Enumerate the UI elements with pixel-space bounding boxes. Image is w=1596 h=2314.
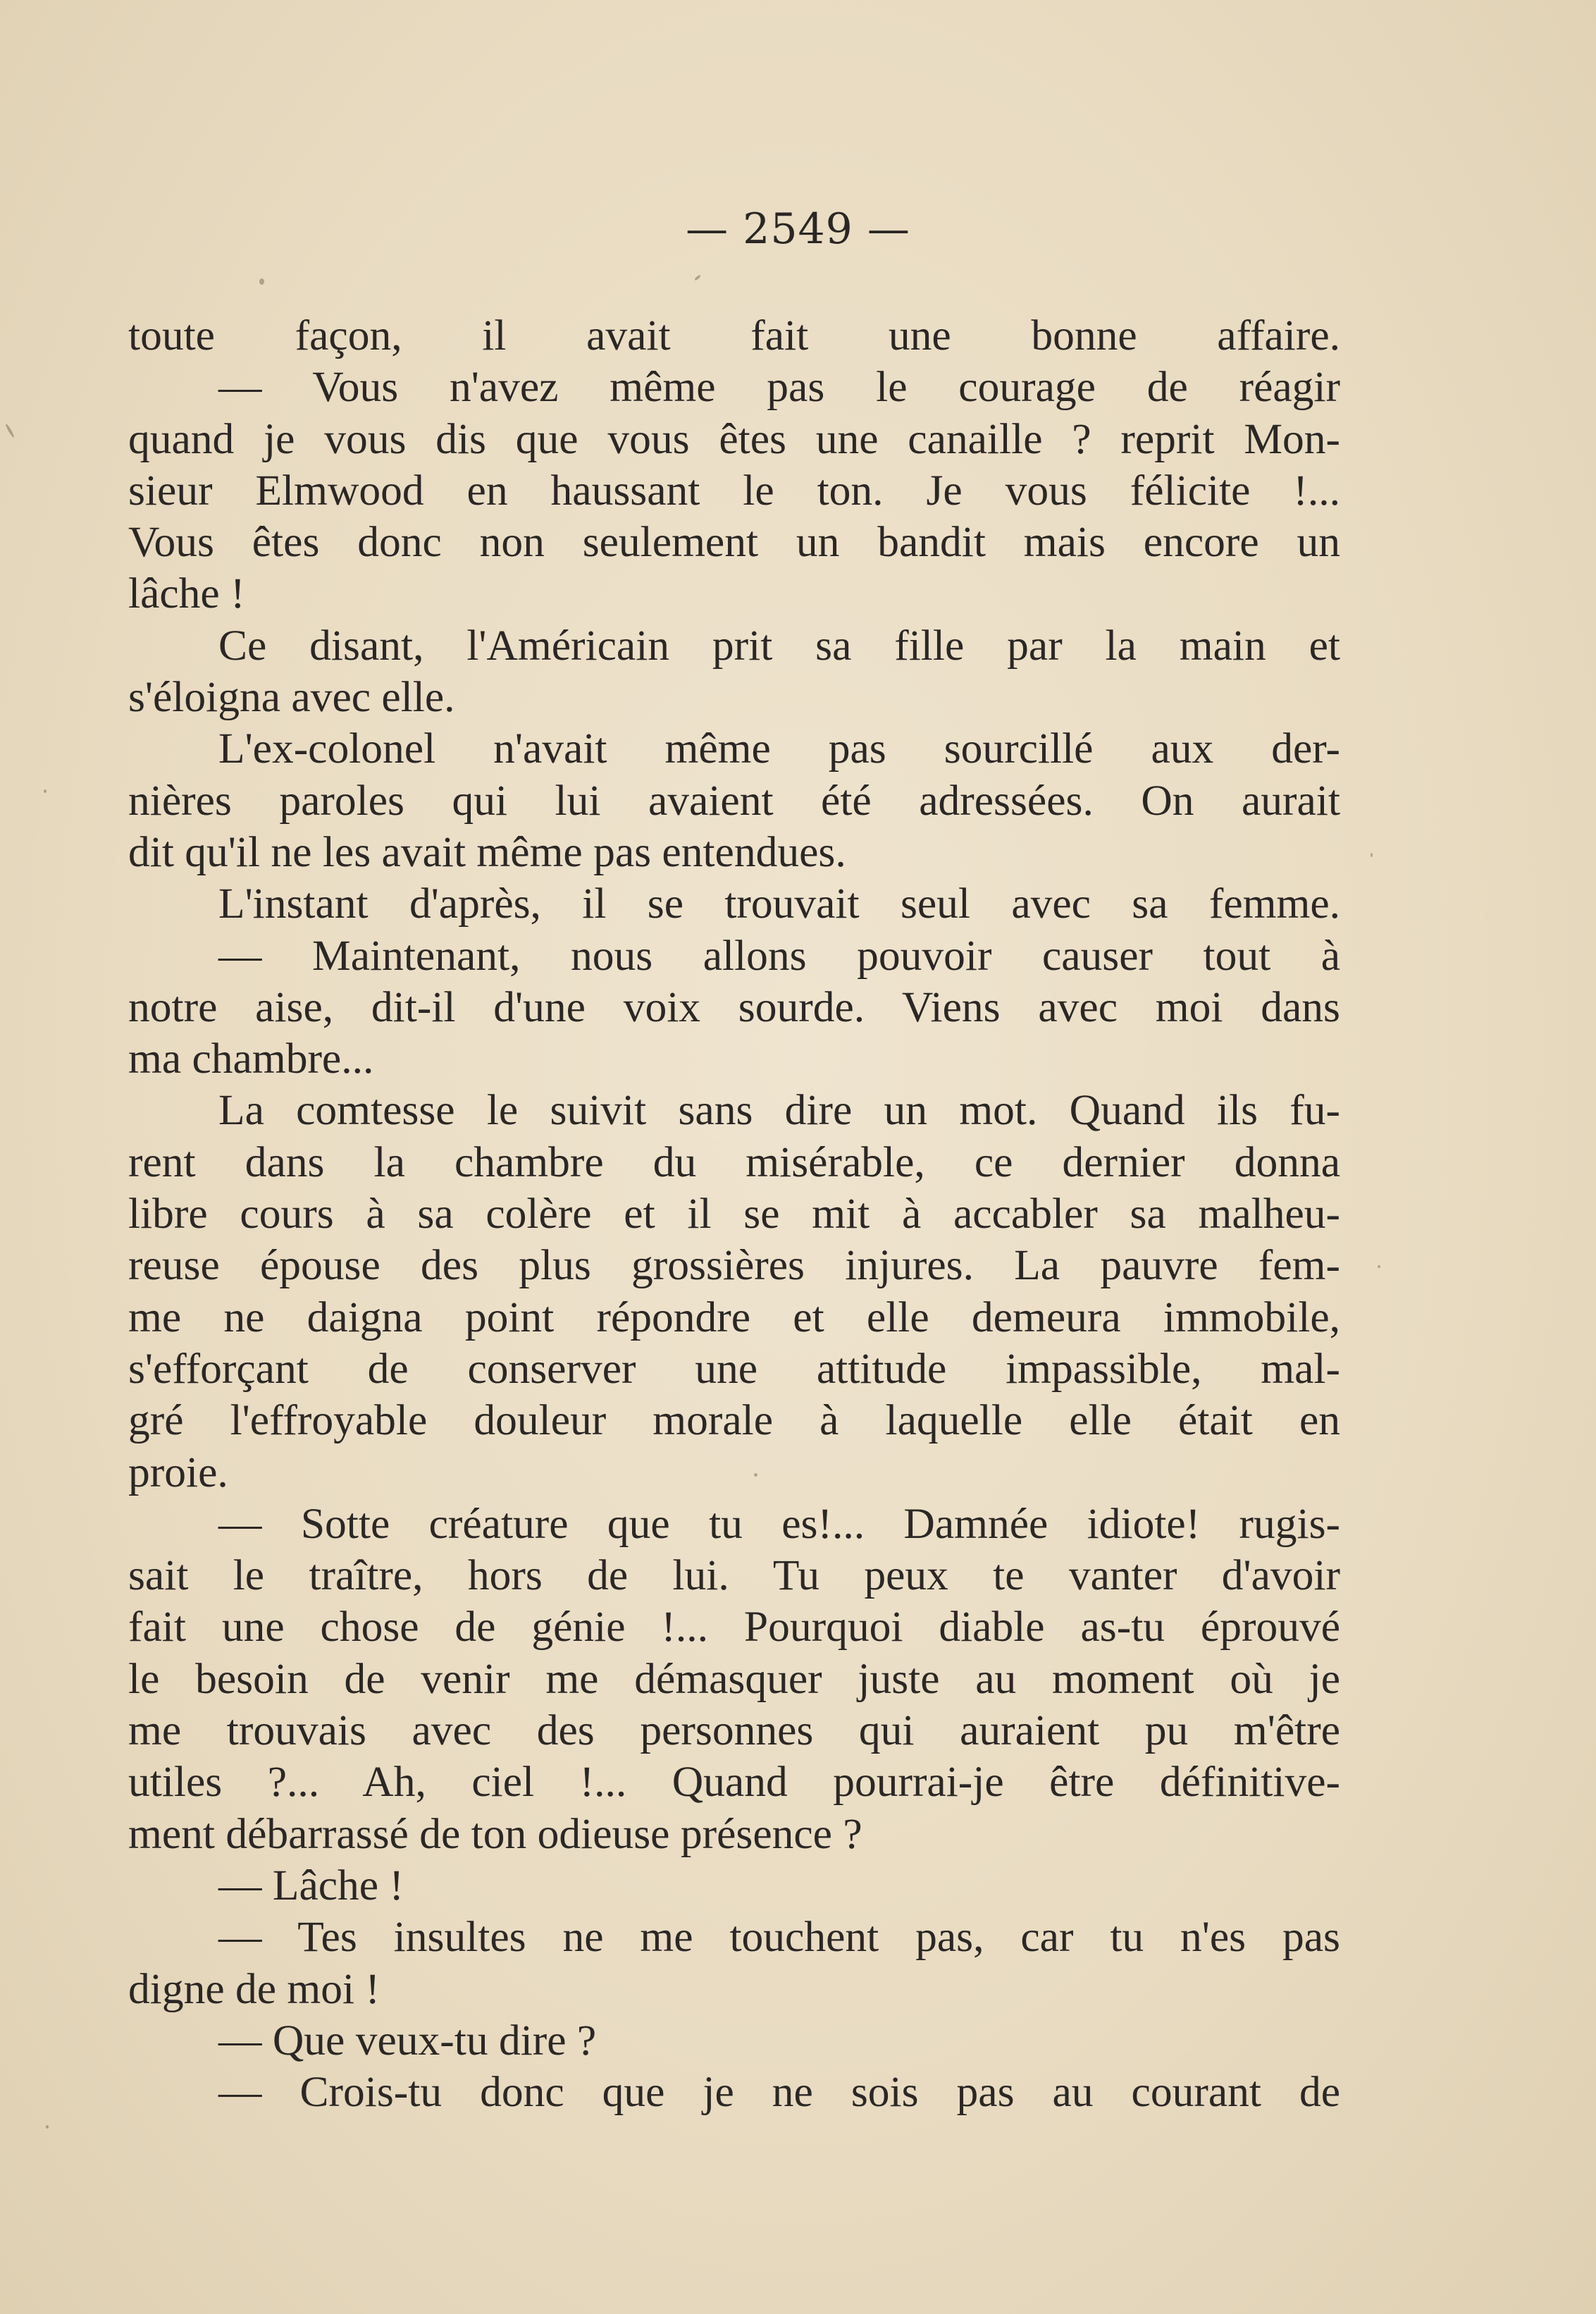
text-line: gré l'effroyable douleur morale à laquelle elle était en [128,1396,1340,1445]
text-line: nières paroles qui lui avaient été adressées. On aurait [128,776,1340,825]
text-line: me ne daigna point répondre et elle demeura immobile, [128,1293,1340,1341]
text-line: — Tes insultes ne me touchent pas, car tu n'es pas [218,1913,1340,1962]
text-line: utiles ?... Ah, ciel !... Quand pourrai-je être définitive- [128,1758,1340,1807]
text-line: L'ex-colonel n'avait même pas sourcillé aux der- [218,725,1340,773]
paper-speck [5,423,15,438]
text-line: La comtesse le suivit sans dire un mot. Quand ils fu- [218,1086,1340,1135]
text-line: lâche ! [128,570,245,618]
text-line: ma chambre... [128,1035,374,1083]
text-line: proie. [128,1448,228,1496]
paper-speck [46,2125,49,2129]
text-line: libre cours à sa colère et il se mit à accabler sa malheu- [128,1190,1340,1238]
text-line: — Vous n'avez même pas le courage de réagir [218,363,1340,412]
text-line: ment débarrassé de ton odieuse présence ? [128,1809,862,1858]
text-line: rent dans la chambre du misérable, ce dernier donna [128,1138,1340,1186]
text-line: s'éloigna avec elle. [128,673,455,722]
text-line: sait le traître, hors de lui. Tu peux te vanter d'avoir [128,1551,1340,1600]
paper-speck [44,789,47,793]
text-line: dit qu'il ne les avait même pas entendues. [128,827,846,876]
text-line: Ce disant, l'Américain prit sa fille par la main et [218,621,1340,670]
text-line: reuse épouse des plus grossières injures. La pauvre fem- [128,1241,1340,1290]
paper-speck [1371,853,1373,857]
paper-speck [1378,1265,1380,1268]
text-line: le besoin de venir me démasquer juste au moment où je [128,1654,1340,1703]
text-line: notre aise, dit-il d'une voix sourde. Viens avec moi dans [128,983,1340,1031]
page-number: — 2549 — [686,204,910,254]
text-line: fait une chose de génie !... Pourquoi diable as-tu éprouvé [128,1603,1340,1651]
body-text [128,310,1340,2118]
text-line: sieur Elmwood en haussant le ton. Je vous félicite !... [128,466,1340,515]
text-line: L'instant d'après, il se trouvait seul avec sa femme. [218,880,1340,928]
paper-speck [259,278,264,285]
paper-speck [754,1473,757,1477]
text-line: digne de moi ! [128,1964,380,2013]
text-line: — Crois-tu donc que je ne sois pas au courant de [218,2068,1340,2117]
text-line: Vous êtes donc non seulement un bandit mais encore un [128,518,1340,567]
text-line: — Sotte créature que tu es!... Damnée idiote! rugis- [218,1499,1340,1548]
text-line: me trouvais avec des personnes qui auraient pu m'être [128,1706,1340,1755]
text-line: — Maintenant, nous allons pouvoir causer tout à [218,931,1340,980]
text-line: s'efforçant de conserver une attitude impassible, mal- [128,1344,1340,1393]
text-line: — Que veux-tu dire ? [218,2016,597,2064]
paper-speck [694,274,701,281]
text-line: — Lâche ! [218,1861,404,1909]
text-line: quand je vous dis que vous êtes une canaille ? reprit Mon- [128,414,1340,463]
text-line: toute façon, il avait fait une bonne affaire. [128,312,1340,359]
